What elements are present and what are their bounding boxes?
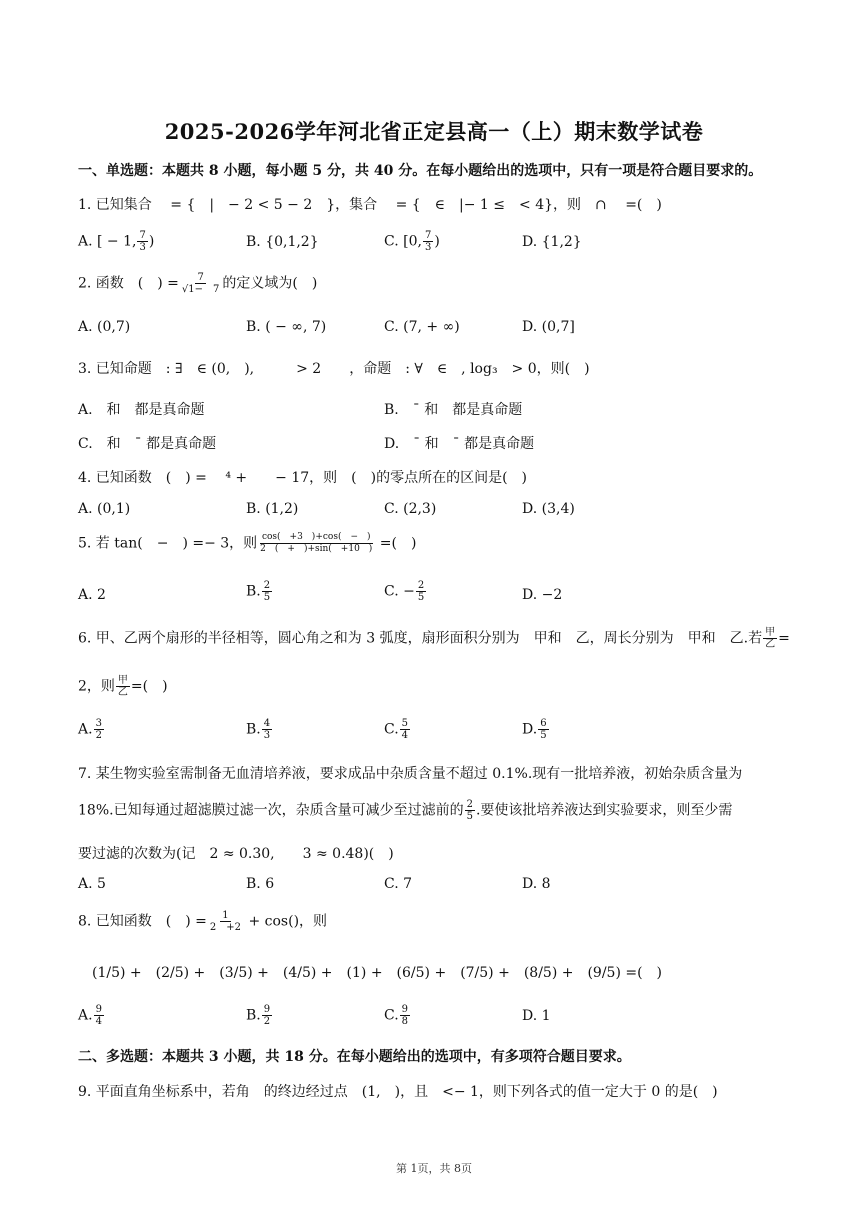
question-5-option-d: D. −2 (522, 587, 563, 603)
question-4-option-c: C. (2,3) (384, 501, 437, 517)
question-7-line-2: 18%.已知每通过超滤膜过滤一次，杂质含量可减少至过滤前的 $\frac{2}{5}$ .要使该批培养液达到实验要求，则至少需 (78, 799, 733, 822)
question-7-line-1: 7. 某生物实验室需制备无血清培养液，要求成品中杂质含量不超过 0.1%.现有一批培养液，初始杂质含量为 (78, 766, 743, 782)
question-3-option-b: B. ¯ 和 都是真命题 (384, 402, 523, 418)
section-heading-single-choice: 一、单选题：本题共 8 小题，每小题 5 分，共 40 分。在每小题给出的选项中，只有一项是符合题目要求的。 (78, 163, 763, 179)
question-4-option-a: A. (0,1) (78, 501, 131, 517)
question-9-stem: 9. 平面直角坐标系中，若角 的终边经过点 (1, )，且 <− 1，则下列各式的值一定大于 0 的是( ) (78, 1084, 718, 1100)
question-4-option-b: B. (1,2) (246, 501, 299, 517)
question-6-line-2: 2，则 $\frac{\text{甲}}{\text{乙}}$ =( ) (78, 675, 168, 698)
question-1-stem: 1. 已知集合 = { | − 2 < 5 − 2 }，集合 = { ∈ |− 1 ≤ < 4}，则 ∩ =( ) (78, 197, 662, 213)
question-1-option-d: D. {1,2} (522, 234, 582, 250)
question-2-option-a: A. (0,7) (78, 319, 131, 335)
question-5-option-c: C. − $\frac{2}{5}$ (384, 580, 425, 603)
question-3-option-a: A. 和 都是真命题 (78, 402, 205, 418)
section-heading-multi-choice: 二、多选题：本题共 3 小题，共 18 分。在每小题给出的选项中，有多项符合题目要求。 (78, 1049, 631, 1065)
question-8-option-b: B. $\frac{9}{2}$ (246, 1004, 271, 1027)
question-6-option-c: C. $\frac{5}{4}$ (384, 718, 409, 741)
question-4-option-d: D. (3,4) (522, 501, 575, 517)
question-1-option-c: C. [0, $\frac{7}{3}$ ) (384, 230, 440, 253)
question-8-option-a: A. $\frac{9}{4}$ (78, 1004, 102, 1027)
question-8-stem: 8. 已知函数 ( ) = $\frac{1}{2 +2}$ + cos()，则 (78, 910, 328, 933)
exam-title: 2025-2026学年河北省正定县高一（上）期末数学试卷 (164, 119, 704, 144)
question-3-option-c: C. 和 ¯ 都是真命题 (78, 436, 217, 452)
question-2-stem: 2. 函数 ( ) = $\frac{7}{√1- 7}$ 的定义域为( ) (78, 272, 318, 295)
question-5-option-b: B. $\frac{2}{5}$ (246, 580, 271, 603)
question-2-option-b: B. ( − ∞, 7) (246, 319, 327, 335)
question-7-option-b: B. 6 (246, 876, 275, 892)
question-2-option-d: D. (0,7] (522, 319, 575, 335)
question-6-option-b: B. $\frac{4}{3}$ (246, 718, 271, 741)
question-8-option-c: C. $\frac{9}{8}$ (384, 1004, 409, 1027)
question-8-sum-expression: (1/5) + (2/5) + (3/5) + (4/5) + (1) + (6/5) + (7/5) + (8/5) + (9/5) =( ) (78, 965, 663, 981)
question-7-option-d: D. 8 (522, 876, 551, 892)
question-7-option-a: A. 5 (78, 876, 106, 892)
question-5-stem: 5. 若 tan( − ) =− 3，则 $\frac{\cos( +3 )+\cos( - )}{2 ( + )+\sin( +10 )}$ =( ) (78, 532, 417, 554)
question-1-option-b: B. {0,1,2} (246, 234, 319, 250)
question-3-stem: 3. 已知命题 : ∃ ∈ (0, ), > 2 ，命题 : ∀ ∈ , log₃ > 0，则( ) (78, 361, 590, 377)
question-6-option-d: D. $\frac{6}{5}$ (522, 718, 547, 741)
question-8-option-d: D. 1 (522, 1008, 551, 1024)
question-5-option-a: A. 2 (78, 587, 106, 603)
question-6-line-1: 6. 甲、乙两个扇形的半径相等，圆心角之和为 3 弧度，扇形面积分别为 甲和 乙，周长分别为 甲和 乙.若 $\frac{\text{甲}}{\text{乙}}$ = (78, 627, 790, 650)
question-4-stem: 4. 已知函数 ( ) = ⁴ + − 17，则 ( )的零点所在的区间是( ) (78, 470, 527, 486)
question-1-option-a: A. [ − 1, $\frac{7}{3}$ ) (78, 230, 155, 253)
question-3-option-d: D. ¯ 和 ¯ 都是真命题 (384, 436, 535, 452)
question-7-option-c: C. 7 (384, 876, 413, 892)
question-7-line-3: 要过滤的次数为(记 2 ≈ 0.30, 3 ≈ 0.48)( ) (78, 846, 394, 862)
page-footer: 第 1页，共 8页 (396, 1162, 472, 1175)
question-2-option-c: C. (7, + ∞) (384, 319, 460, 335)
question-6-option-a: A. $\frac{3}{2}$ (78, 718, 102, 741)
